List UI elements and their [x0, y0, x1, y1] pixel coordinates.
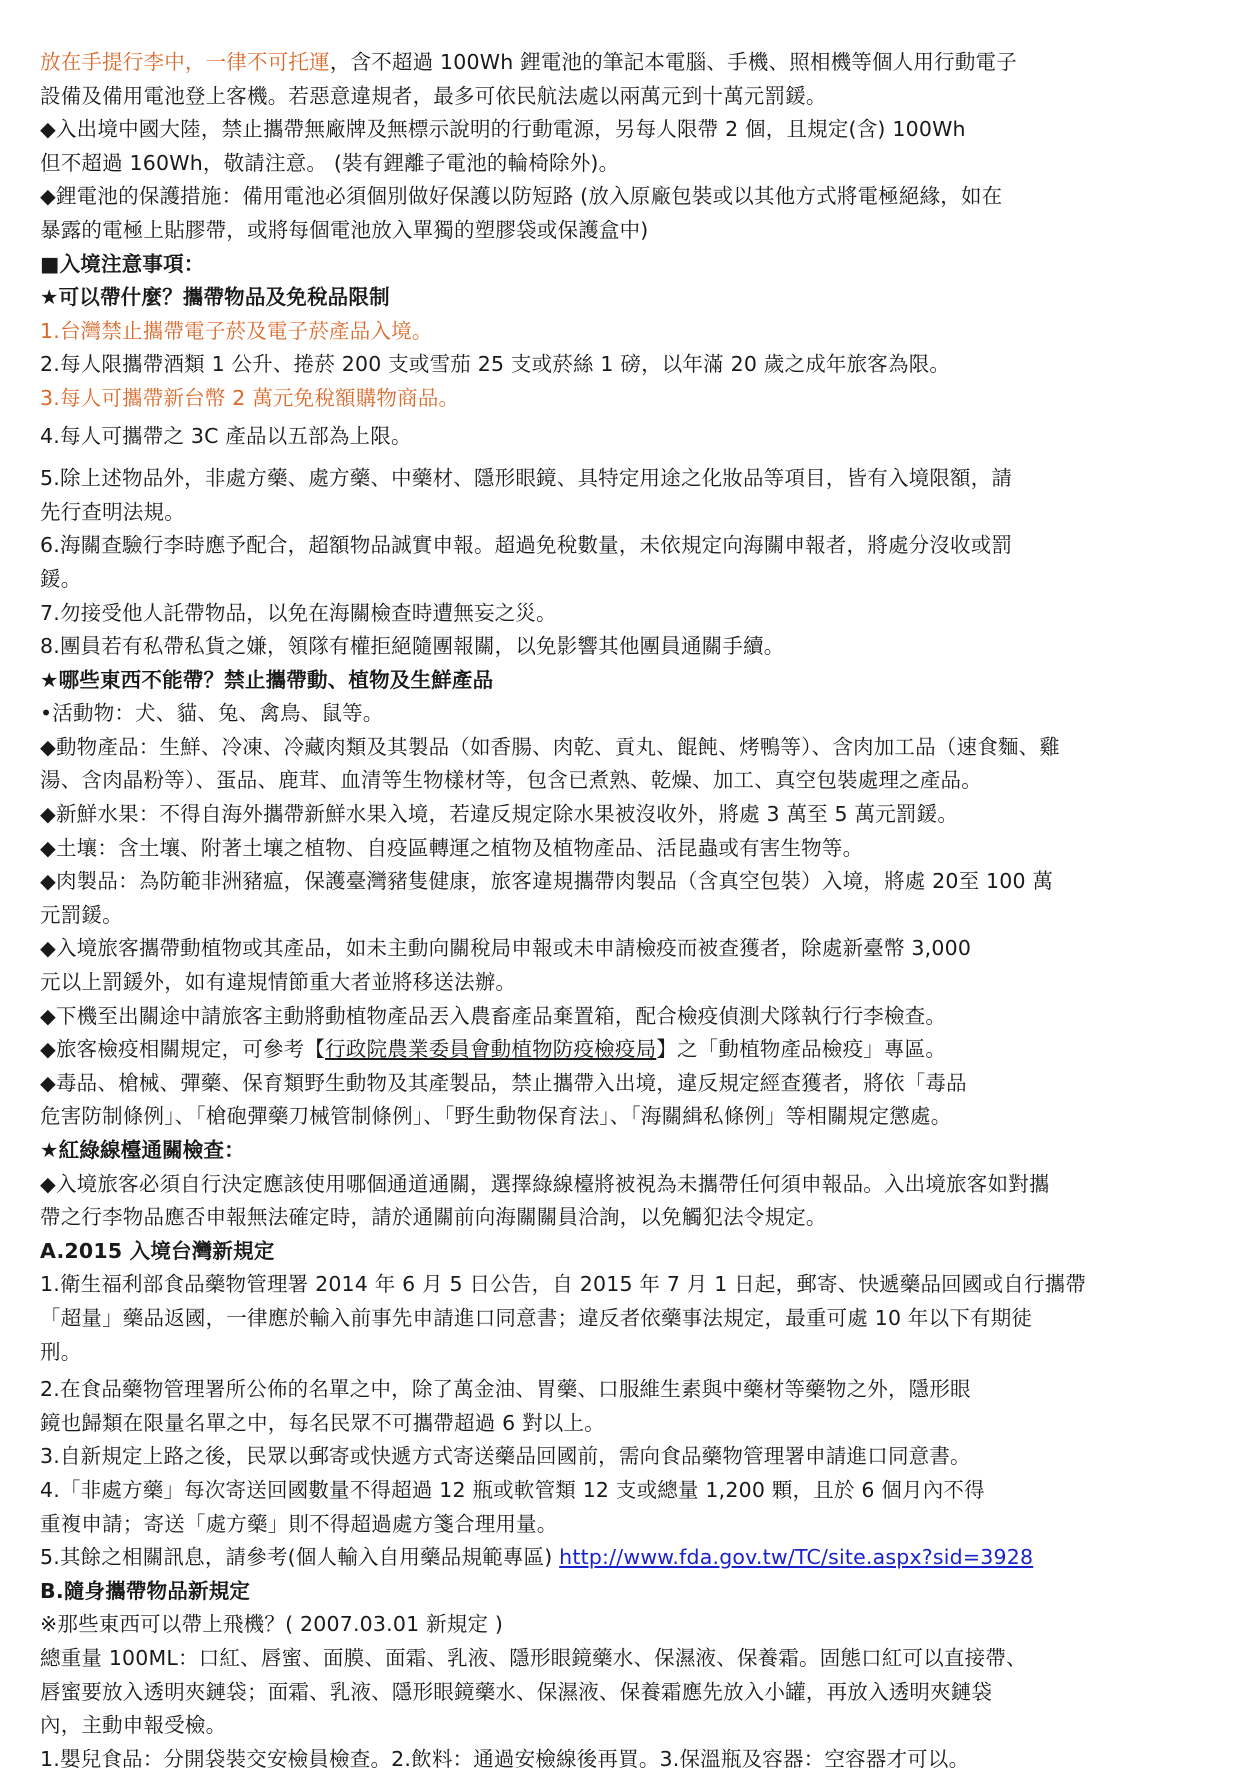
agency-link[interactable]: 行政院農業委員會動植物防疫檢疫局 — [325, 1037, 657, 1062]
list-item: 1.衛生福利部食品藥物管理署 2014 年 6 月 5 日公告，自 2015 年 7 月 1 日起，郵寄、快遞藥品回國或自行攜帶 — [40, 1272, 1087, 1297]
section-heading-a: A.2015 入境台灣新規定 — [40, 1238, 275, 1263]
text-line: 鍰。 — [40, 566, 82, 591]
text-line: 唇蜜要放入透明夾鏈袋；面霜、乳液、隱形眼鏡藥水、保濕液、保養霜應先放入小罐，再放入透明夾鏈袋 — [40, 1679, 993, 1704]
bullet-item: ◆鋰電池的保護措施：備用電池必須個別做好保護以防短路 (放入原廠包裝或以其他方式將電極絕緣，如在 — [40, 184, 1003, 209]
bullet-item: ◆肉製品：為防範非洲豬瘟，保護臺灣豬隻健康，旅客違規攜帶肉製品（含真空包裝）入境，將處 20至 100 萬 — [40, 869, 1054, 894]
section-heading-b: B.隨身攜帶物品新規定 — [40, 1578, 251, 1603]
highlight-item: 1.台灣禁止攜帶電子菸及電子菸產品入境。 — [40, 318, 433, 343]
list-item: 4.每人可攜帶之 3C 產品以五部為上限。 — [40, 423, 412, 448]
subsection-heading: ★哪些東西不能帶？禁止攜帶動、植物及生鮮產品 — [40, 667, 494, 692]
bullet-item: ◆動物產品：生鮮、冷凍、冷藏肉類及其製品（如香腸、肉乾、貢丸、餛飩、烤鴨等）、含肉加工品（速食麵、雞 — [40, 734, 1061, 759]
bullet-item: ◆毒品、槍械、彈藥、保育類野生動物及其產製品，禁止攜帶入出境，違反規定經查獲者，將依「毒品 — [40, 1070, 967, 1095]
bullet-item: ◆旅客檢疫相關規定，可參考【行政院農業委員會動植物防疫檢疫局】之「動植物產品檢疫」專區。 — [40, 1037, 947, 1062]
list-item: 2.在食品藥物管理署所公佈的名單之中，除了萬金油、胃藥、口服維生素與中藥材等藥物之外，隱形眼 — [40, 1377, 971, 1402]
text-line: 元罰鍰。 — [40, 902, 123, 927]
text-line: 但不超過 160Wh，敬請注意。 (裝有鋰離子電池的輪椅除外)。 — [40, 150, 620, 175]
text-line: 放在手提行李中，一律不可托運，含不超過 100Wh 鋰電池的筆記本電腦、手機、照相機等個人用行動電子 — [40, 50, 1017, 74]
text-line: 先行查明法規。 — [40, 499, 185, 524]
bullet-item: ◆新鮮水果：不得自海外攜帶新鮮水果入境，若違反規定除水果被沒收外，將處 3 萬至 5 萬元罰鍰。 — [40, 802, 959, 827]
text-line: 設備及備用電池登上客機。若惡意違規者，最多可依民航法處以兩萬元到十萬元罰鍰。 — [40, 83, 827, 108]
fda-link[interactable]: http://www.fda.gov.tw/TC/site.aspx?sid=3928 — [559, 1545, 1034, 1570]
text-line: 1.嬰兒食品：分開袋裝交安檢員檢查。2.飲料：通過安檢線後再買。3.保溫瓶及容器：空容器才可以。 — [40, 1746, 970, 1771]
text-line: 鏡也歸類在限量名單之中，每名民眾不可攜帶超過 6 對以上。 — [40, 1410, 605, 1435]
list-item: 4.「非處方藥」每次寄送回國數量不得超過 12 瓶或軟管類 12 支或總量 1,200 顆，且於 6 個月內不得 — [40, 1477, 985, 1502]
list-item: 5.其餘之相關訊息，請參考(個人輸入自用藥品規範專區) http://www.fda.gov.tw/TC/site.aspx?sid=3928 — [40, 1545, 1034, 1570]
bullet-item: ◆下機至出關途中請旅客主動將動植物產品丟入農畜產品棄置箱，配合檢疫偵測犬隊執行行李檢查。 — [40, 1003, 947, 1028]
section-heading: ■入境注意事項： — [40, 251, 205, 276]
text-line: 重複申請；寄送「處方藥」則不得超過處方箋合理用量。 — [40, 1511, 558, 1536]
list-item: 2.每人限攜帶酒類 1 公升、捲菸 200 支或雪茄 25 支或菸絲 1 磅，以年滿 20 歲之成年旅客為限。 — [40, 352, 951, 377]
text-line: 刑。 — [40, 1339, 82, 1364]
list-item: 7.勿接受他人託帶物品，以免在海關檢查時遭無妄之災。 — [40, 600, 557, 625]
list-item: 6.海關查驗行李時應予配合，超額物品誠實申報。超過免稅數量，未依規定向海關申報者，將處分沒收或罰 — [40, 533, 1013, 558]
subsection-heading: ★紅綠線檯通關檢查： — [40, 1138, 245, 1162]
bullet-item: ◆入出境中國大陸，禁止攜帶無廠牌及無標示說明的行動電源，另每人限帶 2 個，且規定(含) 100Wh — [40, 117, 966, 142]
text-line: 元以上罰鍰外，如有違規情節重大者並將移送法辦。 — [40, 970, 517, 995]
list-item: 5.除上述物品外，非處方藥、處方藥、中藥材、隱形眼鏡、具特定用途之化妝品等項目，皆有入境限額，請 — [40, 466, 1013, 491]
list-item: 8.團員若有私帶私貨之嫌，領隊有權拒絕隨團報關，以免影響其他團員通關手續。 — [40, 634, 785, 659]
text-line: 內，主動申報受檢。 — [40, 1713, 227, 1738]
text-line: 「超量」藥品返國，一律應於輸入前事先申請進口同意書；違反者依藥事法規定，最重可處 10 年以下有期徒 — [40, 1305, 1033, 1330]
text-line: ※那些東西可以帶上飛機？( 2007.03.01 新規定 ) — [40, 1612, 504, 1637]
list-item: 3.自新規定上路之後，民眾以郵寄或快遞方式寄送藥品回國前，需向食品藥物管理署申請進口同意書。 — [40, 1444, 971, 1469]
bullet-item: ◆土壤：含土壤、附著土壤之植物、自疫區轉運之植物及植物產品、活昆蟲或有害生物等。 — [40, 835, 864, 860]
subsection-heading: ★可以帶什麼？攜帶物品及免稅品限制 — [40, 285, 390, 310]
bullet-item: ◆入境旅客攜帶動植物或其產品，如未主動向關稅局申報或未申請檢疫而被查獲者，除處新臺幣 3,000 — [40, 936, 972, 961]
text-line: 總重量 100ML：口紅、唇蜜、面膜、面霜、乳液、隱形眼鏡藥水、保濕液、保養霜。固態口紅可以直接帶、 — [40, 1645, 1027, 1670]
highlight-item: 3.每人可攜帶新台幣 2 萬元免稅額購物商品。 — [40, 385, 460, 410]
bullet-item: ◆入境旅客必須自行決定應該使用哪個通道通關，選擇綠線檯將被視為未攜帶任何須申報品。入出境旅客如對攜 — [40, 1171, 1050, 1196]
text-line: 帶之行李物品應否申報無法確定時，請於通關前向海關關員洽詢，以免觸犯法令規定。 — [40, 1205, 827, 1230]
highlight-text: 放在手提行李中，一律不可托運 — [40, 50, 330, 74]
bullet-item: •活動物：犬、貓、兔、禽鳥、鼠等。 — [40, 701, 384, 726]
text-line: 危害防制條例」、「槍砲彈藥刀械管制條例」、「野生動物保育法」、「海關緝私條例」等相關規定懲處。 — [40, 1104, 952, 1129]
text-line: 暴露的電極上貼膠帶，或將每個電池放入單獨的塑膠袋或保護盒中) — [40, 217, 649, 242]
text-line: 湯、含肉晶粉等）、蛋品、鹿茸、血清等生物樣材等，包含已煮熟、乾燥、加工、真空包裝處理之產品。 — [40, 768, 982, 793]
